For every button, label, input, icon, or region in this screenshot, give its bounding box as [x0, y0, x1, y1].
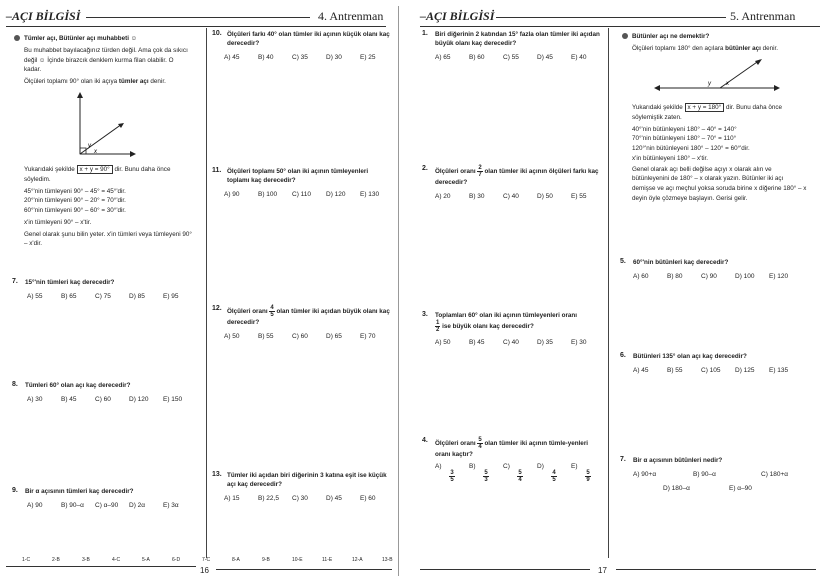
text: dir. Bunu daha önce söyledim.: [24, 166, 171, 183]
test-title-left: 4. Antrenman: [318, 9, 384, 23]
column-divider-right: [608, 28, 609, 558]
question-text: Bütünleri 135° olan açı kaç derecedir?: [633, 353, 747, 360]
answer-key-item: 10-E: [292, 557, 303, 563]
option-d[interactable]: D) 30: [326, 54, 342, 62]
option-d[interactable]: D) 35: [537, 339, 553, 347]
test-title-right: 5. Antrenman: [730, 9, 796, 23]
option-e[interactable]: E) 135: [769, 367, 789, 375]
summary-text: Genel olarak şunu bilin yeter. x'in tümleri veya tümleyeni 90° – x'dir.: [24, 230, 192, 248]
text: Yukarıdaki şekilde: [632, 104, 683, 111]
info-title: Tümler açı, Bütünler açı muhabbeti ☺: [24, 35, 138, 42]
question-text: Bir α açısının tümleri kaç derecedir?: [25, 488, 134, 495]
option-e[interactable]: E) 70: [360, 333, 376, 341]
fraction: [477, 165, 482, 178]
answer-key-item: 8-A: [232, 557, 240, 563]
section-title-right: –AÇI BİLGİSİ: [420, 9, 495, 23]
option-c[interactable]: C) 90: [701, 273, 717, 281]
answer-key-item: 6-D: [172, 557, 181, 563]
label-x: x: [94, 149, 97, 155]
question-number: 7.: [620, 456, 626, 463]
summary-text: Genel olarak açı belli değilse açıyı x olarak alın ve bütünleyenini de 180° – x olarak yazın. Bütünler iki açı demişse ve açı meçhul yoksa soruda birine x diğerine 180° – x deyin öyle çözmeye başlayın. Gerisi gelir.: [632, 165, 807, 202]
question-number: 13.: [212, 471, 222, 478]
option-letter: A): [435, 463, 442, 471]
formula-box: x + y = 180°: [685, 103, 725, 112]
option-a[interactable]: A) 90: [27, 502, 43, 510]
header-rule: [496, 17, 726, 18]
page-number-right: 17: [598, 566, 607, 575]
option-d[interactable]: D) 100: [735, 273, 755, 281]
option-a[interactable]: A) 65: [435, 54, 451, 62]
option-letter: E): [571, 463, 578, 471]
question-number: 6.: [620, 352, 626, 359]
option-d[interactable]: D) 120: [129, 396, 149, 404]
option-d[interactable]: D) 45: [537, 54, 553, 62]
header-rule: [86, 17, 310, 18]
option-c[interactable]: C) 60: [292, 333, 308, 341]
header-underline: [6, 26, 386, 27]
question-text: Biri diğerinin 2 katından 15° fazla olan tümler iki açıdan büyük olanı kaç derecedir?: [435, 31, 600, 48]
answer-key-item: 11-E: [322, 557, 333, 563]
question-4: [422, 437, 602, 483]
numerator: 2: [478, 165, 482, 171]
question-text: Tümler iki açıdan biri diğerinin 3 katına eşit ise küçük açı kaç derecedir?: [227, 472, 387, 489]
question-3: [422, 311, 602, 346]
footer-rule: [616, 569, 816, 570]
fraction: [503, 470, 537, 483]
numerator: 1: [436, 320, 440, 327]
question-text: olan tümler iki açının tümle-yenleri oranı kaçtır?: [435, 440, 589, 458]
option-b[interactable]: B) 65: [61, 293, 77, 301]
fraction: [571, 470, 605, 483]
numerator: 4: [270, 305, 274, 311]
answer-key-item: 3-B: [82, 557, 90, 563]
option-c[interactable]: C) 60: [95, 396, 111, 404]
example-line: x'in tümleyeni 90° – x'tir.: [24, 218, 92, 226]
answer-key-item: 13-B: [382, 557, 393, 563]
info-box-butunler: [622, 32, 812, 54]
question-2: [422, 165, 602, 200]
question-text: 60°'nin bütünleri kaç derecedir?: [633, 259, 729, 266]
supplementary-angle-diagram: [650, 56, 790, 96]
option-c[interactable]: C) 30: [292, 495, 308, 503]
option-c[interactable]: C) 55: [503, 54, 519, 62]
numerator: 5: [586, 470, 590, 477]
option-letter: B): [469, 463, 476, 471]
info-definition: [24, 77, 190, 87]
question-text: ise büyük olanı kaç derecedir?: [442, 323, 534, 331]
question-text: 15°'nin tümleri kaç derecedir?: [25, 279, 115, 286]
footer-rule: [216, 569, 392, 570]
denominator: 5: [270, 312, 274, 318]
denominator: 5: [450, 477, 454, 484]
text: Ölçüleri toplamı 180° den açılara: [632, 44, 726, 52]
arrow-head-icon: [118, 123, 124, 128]
info-paragraph: Bu muhabbet bayılacağınız türden değil. Ama çok da sıkıcı değil ☺ İçinde birazcık denklem kurma filan olabilir. O kadar.: [24, 46, 188, 74]
option-e[interactable]: E) 25: [360, 54, 376, 62]
option-c[interactable]: C) α–90: [95, 502, 119, 510]
option-a[interactable]: A) 60: [633, 273, 649, 281]
option-d[interactable]: D) 50: [537, 193, 553, 201]
denominator: 3: [484, 477, 488, 484]
option-a[interactable]: A) 90: [224, 191, 240, 199]
option-d[interactable]: D) 180–α: [663, 485, 690, 493]
question-text: Ölçüleri toplamı 50° olan iki açının tümleyenleri toplamı kaç derecedir?: [227, 168, 369, 185]
option-e[interactable]: E) 120: [769, 273, 789, 281]
question-10: [212, 30, 390, 61]
footer-rule: [6, 566, 196, 567]
option-c[interactable]: C) 180+α: [761, 471, 789, 479]
formula-box: x + y = 90°: [77, 165, 113, 174]
option-a[interactable]: A) 55: [27, 293, 43, 301]
info-explanation: [24, 165, 192, 249]
fraction: [435, 320, 440, 333]
arrow-head-icon: [774, 85, 780, 91]
option-d[interactable]: [537, 463, 571, 483]
question-text: olan tümler iki açıdan büyük olanı kaç derecedir?: [227, 308, 390, 326]
text: denir.: [148, 78, 166, 85]
option-a[interactable]: A) 15: [224, 495, 240, 503]
info-title: Bütünler açı ne demektir?: [632, 33, 710, 40]
question-number: 4.: [422, 437, 428, 444]
denominator: 4: [518, 477, 522, 484]
bold-term: tümler açı: [118, 78, 149, 85]
numerator: 5: [484, 470, 488, 477]
question-text: olan tümler iki açının ölçüleri farkı kaç derecedir?: [435, 168, 599, 186]
option-b[interactable]: B) 55: [667, 367, 683, 375]
option-b[interactable]: B) 60: [469, 54, 485, 62]
bullet-icon: [14, 35, 20, 41]
column-divider-left: [206, 28, 207, 558]
text: Yukarıdaki şekilde: [24, 166, 75, 173]
question-text: Toplamları 60° olan iki açının tümleyenleri oranı: [435, 312, 578, 319]
option-a[interactable]: A) 20: [435, 193, 451, 201]
option-e[interactable]: E) α–90: [729, 485, 752, 493]
answer-key-item: 12-A: [352, 557, 363, 563]
denominator: 9: [586, 477, 590, 484]
question-7: [12, 278, 198, 300]
option-c[interactable]: C) 35: [292, 54, 308, 62]
fraction: [469, 470, 503, 483]
example-line: 70°'nin bütünleyeni 180° – 70° = 110°: [632, 135, 737, 143]
answer-key-item: 5-A: [142, 557, 150, 563]
example-line: 120°'nin bütünleyeni 180° – 120° = 60°'dir.: [632, 145, 750, 152]
option-b[interactable]: B) 90–α: [61, 502, 84, 510]
question-text: Tümleri 60° olan açı kaç derecedir?: [25, 382, 131, 389]
answer-key-item: 4-C: [112, 557, 121, 563]
option-e[interactable]: E) 3α: [163, 502, 179, 510]
header-underline: [420, 26, 820, 27]
example-line: 20°'nin tümleyeni 90° – 20° = 70°'dir.: [24, 197, 126, 205]
option-a[interactable]: A) 45: [633, 367, 649, 375]
option-letter: D): [537, 463, 544, 471]
option-b[interactable]: B) 80: [667, 273, 683, 281]
question-number: 7.: [12, 278, 18, 285]
option-e[interactable]: E) 55: [571, 193, 587, 201]
denominator: 5: [552, 477, 556, 484]
option-d[interactable]: D) 2α: [129, 502, 146, 510]
option-c[interactable]: C) 40: [503, 339, 519, 347]
option-c[interactable]: C) 105: [701, 367, 721, 375]
question-11: [212, 167, 390, 198]
question-8: [12, 381, 198, 403]
option-c[interactable]: C) 110: [292, 191, 312, 199]
question-number: 1.: [422, 30, 428, 37]
option-a[interactable]: [435, 463, 469, 483]
question-12: [212, 305, 390, 340]
label-y: y: [708, 81, 711, 87]
fraction: [435, 470, 469, 483]
numerator: 3: [450, 470, 454, 477]
section-title-left: –AÇI BİLGİSİ: [6, 9, 81, 23]
example-line: x'in bütünleyeni 180° – x'tir.: [632, 154, 708, 162]
page-spine: [398, 6, 399, 576]
numerator: 5: [478, 437, 482, 443]
question-number: 3.: [422, 311, 428, 318]
numerator: 5: [518, 470, 522, 477]
question-number: 10.: [212, 30, 222, 37]
info-definition: [632, 44, 812, 54]
option-e[interactable]: E) 60: [360, 495, 376, 503]
option-b[interactable]: B) 22,5: [258, 495, 279, 503]
example-line: 45°'nin tümleyeni 90° – 45° = 45°'dir.: [24, 187, 126, 195]
question-1: [422, 30, 602, 61]
option-d[interactable]: D) 45: [326, 495, 342, 503]
example-line: 60°'nin tümleyeni 90° – 60° = 30°'dir.: [24, 207, 126, 214]
question-text: Ölçüleri oranı: [227, 308, 268, 316]
text: denir.: [760, 44, 779, 52]
option-a[interactable]: A) 45: [224, 54, 240, 62]
text: dir. Bunu daha önce söylemiştik zaten.: [632, 104, 782, 121]
option-d[interactable]: D) 65: [326, 333, 342, 341]
arrow-head-icon: [77, 92, 83, 98]
option-b[interactable]: [469, 463, 503, 483]
option-c[interactable]: C) 40: [503, 193, 519, 201]
option-a[interactable]: A) 90+α: [633, 471, 657, 479]
denominator: 2: [436, 327, 440, 334]
answer-key-item: 9-B: [262, 557, 270, 563]
question-text: Bir α açısının bütünleri nedir?: [633, 457, 723, 464]
option-e[interactable]: E) 40: [571, 54, 587, 62]
question-number: 9.: [12, 487, 18, 494]
option-e[interactable]: E) 30: [571, 339, 587, 347]
question-text: Ölçüleri oranı: [435, 440, 476, 448]
text: Ölçüleri toplamı 90° olan iki açıya: [24, 78, 119, 85]
answer-key-item: 7-C: [202, 557, 211, 563]
fraction: [269, 305, 274, 318]
question-13: [212, 471, 390, 502]
arrow-head-icon: [654, 85, 660, 91]
page-number-left: 16: [200, 566, 209, 575]
fraction: [477, 437, 482, 450]
question-5: [620, 258, 820, 280]
question-number: 5.: [620, 258, 626, 265]
example-line: 40°'nin bütünleyeni 180° – 40° = 140°: [632, 125, 737, 133]
fraction: [537, 470, 571, 483]
option-d[interactable]: D) 120: [326, 191, 346, 199]
option-e[interactable]: [571, 463, 605, 483]
option-a[interactable]: A) 30: [27, 396, 43, 404]
right-angle-diagram: [64, 90, 184, 158]
arrow-head-icon: [755, 59, 762, 65]
info-explanation: [632, 103, 808, 204]
option-d[interactable]: D) 125: [735, 367, 755, 375]
option-a[interactable]: A) 50: [435, 339, 451, 347]
label-y: y: [88, 143, 91, 149]
option-c[interactable]: C) 75: [95, 293, 111, 301]
question-6: [620, 352, 820, 374]
option-letter: C): [503, 463, 510, 471]
option-e[interactable]: E) 95: [163, 293, 179, 301]
question-7-right: [620, 456, 820, 499]
info-box-tumler: [14, 34, 190, 87]
numerator: 4: [552, 470, 556, 477]
option-b[interactable]: B) 30: [469, 193, 485, 201]
question-text: Ölçüleri oranı: [435, 168, 476, 176]
option-b[interactable]: B) 40: [258, 54, 274, 62]
answer-key-item: 1-C: [22, 557, 31, 563]
option-c[interactable]: [503, 463, 537, 483]
arrow-head-icon: [130, 151, 136, 157]
option-e[interactable]: E) 130: [360, 191, 380, 199]
denominator: 4: [478, 444, 482, 450]
bullet-icon: [622, 33, 628, 39]
option-e[interactable]: E) 150: [163, 396, 183, 404]
question-text: Ölçüleri farkı 40° olan tümler iki açının küçük olanı kaç derecedir?: [227, 31, 390, 48]
option-b[interactable]: B) 55: [258, 333, 274, 341]
question-number: 2.: [422, 165, 428, 172]
answer-key-item: 2-B: [52, 557, 60, 563]
footer-rule: [420, 569, 590, 570]
option-b[interactable]: B) 90–α: [693, 471, 716, 479]
option-b[interactable]: B) 45: [469, 339, 485, 347]
option-a[interactable]: A) 50: [224, 333, 240, 341]
question-9: [12, 487, 198, 509]
question-number: 8.: [12, 381, 18, 388]
question-number: 12.: [212, 305, 222, 312]
denominator: 7: [478, 172, 482, 178]
option-b[interactable]: B) 45: [61, 396, 77, 404]
label-x: x: [726, 81, 729, 87]
question-number: 11.: [212, 167, 222, 174]
answer-key: [22, 557, 412, 563]
option-b[interactable]: B) 100: [258, 191, 278, 199]
option-d[interactable]: D) 85: [129, 293, 145, 301]
bold-term: bütünler açı: [725, 44, 761, 52]
